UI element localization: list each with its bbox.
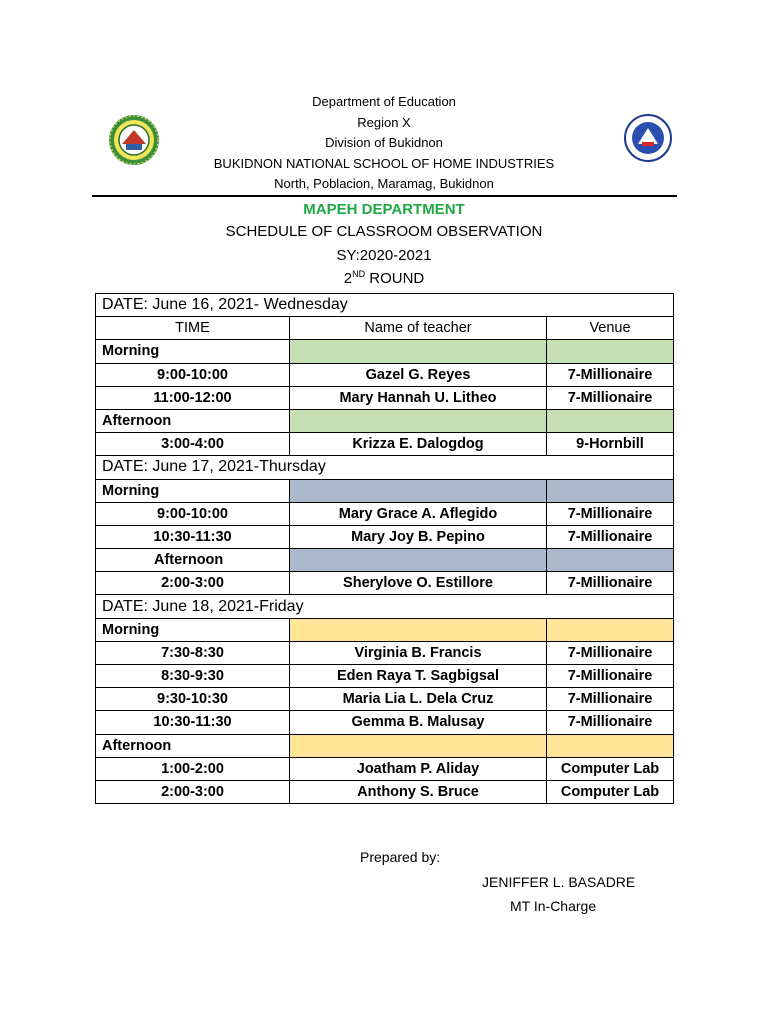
venue-cell: 9-Hornbill <box>547 433 674 456</box>
school-year: SY:2020-2021 <box>336 246 432 264</box>
schedule-row <box>96 572 674 595</box>
venue-cell: 7-Millionaire <box>547 525 674 548</box>
venue-cell: 7-Millionaire <box>547 502 674 525</box>
section-fill-cell <box>547 340 674 363</box>
time-column-header: TIME <box>96 317 290 340</box>
venue-cell: Computer Lab <box>547 780 674 803</box>
venue-cell: 7-Millionaire <box>547 641 674 664</box>
schedule-row <box>96 665 674 688</box>
morning-section-row <box>96 479 674 502</box>
afternoon-section-row <box>96 409 674 432</box>
venue-cell: Computer Lab <box>547 757 674 780</box>
header-line-division: Division of Bukidnon <box>325 135 443 150</box>
date-cell: DATE: June 17, 2021-Thursday <box>96 456 674 479</box>
teacher-cell: Sherylove O. Estillore <box>290 572 547 595</box>
teacher-cell: Mary Hannah U. Litheo <box>290 386 547 409</box>
schedule-row <box>96 502 674 525</box>
time-cell: 9:30-10:30 <box>96 688 290 711</box>
time-cell: 11:00-12:00 <box>96 386 290 409</box>
morning-label: Morning <box>96 618 290 641</box>
schedule-row <box>96 386 674 409</box>
date-row <box>96 595 674 618</box>
round-label: 2ND ROUND <box>343 269 425 287</box>
teacher-cell: Maria Lia L. Dela Cruz <box>290 688 547 711</box>
preparer-name: JENIFFER L. BASADRE <box>482 874 636 890</box>
venue-cell: 7-Millionaire <box>547 711 674 734</box>
schedule-row <box>96 525 674 548</box>
section-fill-cell <box>290 734 547 757</box>
time-cell: 10:30-11:30 <box>96 525 290 548</box>
venue-cell: 7-Millionaire <box>547 665 674 688</box>
teacher-cell: Joatham P. Aliday <box>290 757 547 780</box>
date-row <box>96 456 674 479</box>
venue-cell: 7-Millionaire <box>547 386 674 409</box>
venue-cell: 7-Millionaire <box>547 572 674 595</box>
time-cell: 9:00-10:00 <box>96 502 290 525</box>
date-row <box>96 294 674 317</box>
teacher-cell: Krizza E. Dalogdog <box>290 433 547 456</box>
header-divider <box>92 195 677 197</box>
teacher-cell: Mary Grace A. Aflegido <box>290 502 547 525</box>
schedule-row <box>96 711 674 734</box>
venue-cell: 7-Millionaire <box>547 363 674 386</box>
afternoon-section-row <box>96 734 674 757</box>
schedule-row <box>96 688 674 711</box>
section-fill-cell <box>547 734 674 757</box>
teacher-cell: Virginia B. Francis <box>290 641 547 664</box>
venue-cell: 7-Millionaire <box>547 688 674 711</box>
date-cell: DATE: June 16, 2021- Wednesday <box>96 294 674 317</box>
time-cell: 10:30-11:30 <box>96 711 290 734</box>
section-fill-cell <box>290 409 547 432</box>
schedule-row <box>96 433 674 456</box>
afternoon-label: Afternoon <box>96 734 290 757</box>
header-line-department: Department of Education <box>312 94 456 109</box>
teacher-cell: Mary Joy B. Pepino <box>290 525 547 548</box>
morning-label: Morning <box>96 479 290 502</box>
afternoon-label: Afternoon <box>96 549 290 572</box>
section-fill-cell <box>547 409 674 432</box>
header-line-school: BUKIDNON NATIONAL SCHOOL OF HOME INDUSTRIES <box>213 155 555 171</box>
teacher-cell: Anthony S. Bruce <box>290 780 547 803</box>
teacher-cell: Gazel G. Reyes <box>290 363 547 386</box>
time-cell: 7:30-8:30 <box>96 641 290 664</box>
observation-schedule-table <box>95 293 674 804</box>
section-fill-cell <box>547 479 674 502</box>
schedule-title: SCHEDULE OF CLASSROOM OBSERVATION <box>225 223 543 240</box>
time-cell: 9:00-10:00 <box>96 363 290 386</box>
document-titles <box>0 200 768 291</box>
column-header-row <box>96 317 674 340</box>
section-fill-cell <box>547 549 674 572</box>
section-fill-cell <box>290 549 547 572</box>
section-fill-cell <box>290 479 547 502</box>
morning-section-row <box>96 618 674 641</box>
section-fill-cell <box>290 618 547 641</box>
time-cell: 1:00-2:00 <box>96 757 290 780</box>
section-fill-cell <box>547 618 674 641</box>
section-fill-cell <box>290 340 547 363</box>
date-cell: DATE: June 18, 2021-Friday <box>96 595 674 618</box>
time-cell: 2:00-3:00 <box>96 572 290 595</box>
preparer-role: MT In-Charge <box>510 898 597 914</box>
venue-column-header: Venue <box>547 317 674 340</box>
schedule-row <box>96 757 674 780</box>
header-line-region: Region X <box>357 114 411 130</box>
teacher-cell: Gemma B. Malusay <box>290 711 547 734</box>
schedule-row <box>96 780 674 803</box>
prepared-by-label: Prepared by: <box>360 849 441 865</box>
department-title: MAPEH DEPARTMENT <box>303 201 465 218</box>
time-cell: 3:00-4:00 <box>96 433 290 456</box>
time-cell: 2:00-3:00 <box>96 780 290 803</box>
afternoon-label: Afternoon <box>96 409 290 432</box>
time-cell: 8:30-9:30 <box>96 665 290 688</box>
header-line-address: North, Poblacion, Maramag, Bukidnon <box>274 176 494 191</box>
afternoon-section-row <box>96 549 674 572</box>
schedule-row <box>96 363 674 386</box>
schedule-row <box>96 641 674 664</box>
document-header <box>0 92 768 195</box>
teacher-cell: Eden Raya T. Sagbigsal <box>290 665 547 688</box>
morning-section-row <box>96 340 674 363</box>
teacher-column-header: Name of teacher <box>290 317 547 340</box>
morning-label: Morning <box>96 340 290 363</box>
